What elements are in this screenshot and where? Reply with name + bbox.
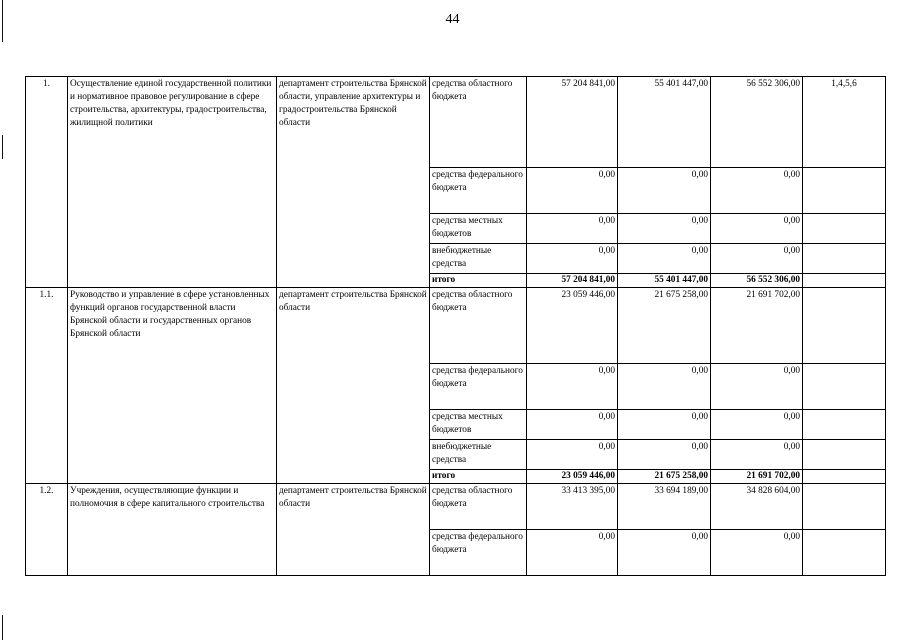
executor: департамент строительства Брянской области <box>277 288 430 484</box>
amount-year-3: 0,00 <box>711 364 803 410</box>
amount-year-3: 0,00 <box>711 244 803 274</box>
target-indicators: 1,4,5,6 <box>803 77 886 168</box>
funding-source: внебюджетные средства <box>430 440 527 470</box>
amount-year-3: 56 552 306,00 <box>711 274 803 288</box>
amount-year-2: 21 675 258,00 <box>618 288 711 364</box>
funding-source: средства областного бюджета <box>430 77 527 168</box>
amount-year-2: 0,00 <box>618 530 711 576</box>
amount-year-1: 0,00 <box>527 364 618 410</box>
amount-year-3: 34 828 604,00 <box>711 484 803 530</box>
amount-year-2: 0,00 <box>618 440 711 470</box>
amount-year-1: 23 059 446,00 <box>527 470 618 484</box>
funding-source: средства федерального бюджета <box>430 364 527 410</box>
page-number: 44 <box>445 12 460 27</box>
amount-year-2: 55 401 447,00 <box>618 274 711 288</box>
amount-year-1: 57 204 841,00 <box>527 274 618 288</box>
funding-source: средства федерального бюджета <box>430 168 527 214</box>
funding-source: средства областного бюджета <box>430 484 527 530</box>
measure-name: Руководство и управление в сфере установленных функций органов государственной власти Брянской области и государственных органов Брянской области <box>68 288 277 484</box>
table-row <box>26 77 886 168</box>
amount-year-1: 0,00 <box>527 244 618 274</box>
scan-edge-line <box>2 135 3 159</box>
target-indicators <box>803 364 886 410</box>
amount-year-3: 0,00 <box>711 530 803 576</box>
funding-source: средства федерального бюджета <box>430 530 527 576</box>
amount-year-3: 0,00 <box>711 440 803 470</box>
target-indicators <box>803 410 886 440</box>
scan-edge-line <box>2 615 3 640</box>
amount-year-2: 0,00 <box>618 168 711 214</box>
target-indicators <box>803 288 886 364</box>
amount-year-3: 21 691 702,00 <box>711 288 803 364</box>
target-indicators <box>803 274 886 288</box>
amount-year-1: 23 059 446,00 <box>527 288 618 364</box>
table-row <box>26 288 886 364</box>
target-indicators <box>803 214 886 244</box>
target-indicators <box>803 244 886 274</box>
executor: департамент строительства Брянской области <box>277 484 430 576</box>
amount-year-3: 21 691 702,00 <box>711 470 803 484</box>
amount-year-3: 0,00 <box>711 168 803 214</box>
row-index: 1.1. <box>26 288 68 484</box>
amount-year-2: 55 401 447,00 <box>618 77 711 168</box>
row-index: 1. <box>26 77 68 288</box>
amount-year-2: 0,00 <box>618 410 711 440</box>
amount-year-3: 56 552 306,00 <box>711 77 803 168</box>
budget-table <box>25 76 886 576</box>
target-indicators <box>803 530 886 576</box>
amount-year-1: 0,00 <box>527 530 618 576</box>
scan-edge-line <box>2 0 3 42</box>
amount-year-2: 0,00 <box>618 364 711 410</box>
amount-year-3: 0,00 <box>711 410 803 440</box>
amount-year-1: 57 204 841,00 <box>527 77 618 168</box>
amount-year-1: 0,00 <box>527 410 618 440</box>
amount-year-1: 0,00 <box>527 168 618 214</box>
funding-source: средства областного бюджета <box>430 288 527 364</box>
funding-source: внебюджетные средства <box>430 244 527 274</box>
table-row <box>26 484 886 530</box>
amount-year-1: 0,00 <box>527 214 618 244</box>
amount-year-1: 33 413 395,00 <box>527 484 618 530</box>
measure-name: Осуществление единой государственной политики и нормативное правовое регулирование в сфере строительства, архитектуры, градостроительства, жилищной политики <box>68 77 277 288</box>
amount-year-2: 0,00 <box>618 244 711 274</box>
amount-year-2: 21 675 258,00 <box>618 470 711 484</box>
row-index: 1.2. <box>26 484 68 576</box>
measure-name: Учреждения, осуществляющие функции и полномочия в сфере капитального строительства <box>68 484 277 576</box>
target-indicators <box>803 484 886 530</box>
funding-source: средства местных бюджетов <box>430 214 527 244</box>
target-indicators <box>803 440 886 470</box>
target-indicators <box>803 168 886 214</box>
amount-year-2: 0,00 <box>618 214 711 244</box>
amount-year-1: 0,00 <box>527 440 618 470</box>
funding-source-total: итого <box>430 274 527 288</box>
executor: департамент строительства Брянской области, управление архитектуры и градостроительства Брянской области <box>277 77 430 288</box>
funding-source-total: итого <box>430 470 527 484</box>
funding-source: средства местных бюджетов <box>430 410 527 440</box>
amount-year-2: 33 694 189,00 <box>618 484 711 530</box>
target-indicators <box>803 470 886 484</box>
amount-year-3: 0,00 <box>711 214 803 244</box>
